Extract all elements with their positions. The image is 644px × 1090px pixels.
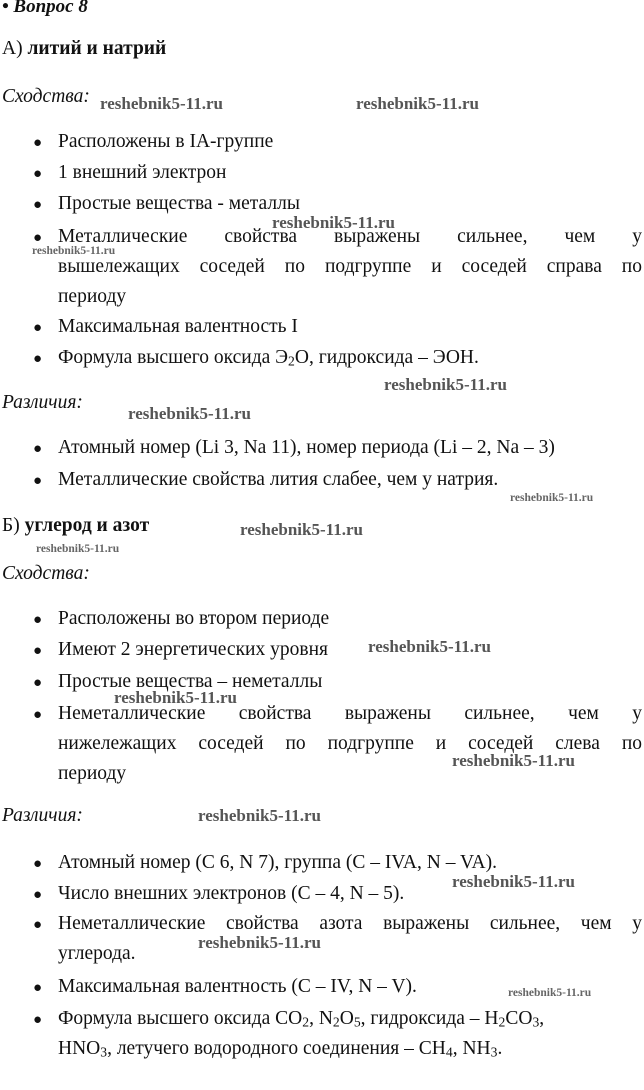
question-title: • Вопрос 8 <box>2 0 88 17</box>
watermark: reshebnik5-11.ru <box>452 872 575 891</box>
list-item: Простые вещества – неметаллы <box>58 671 323 692</box>
bullet-icon: ● <box>33 643 43 659</box>
watermark: reshebnik5-11.ru <box>240 520 363 539</box>
list-item: Максимальная валентность (С – IV, N – V). <box>58 976 417 997</box>
list-item: Расположены в IA-группе <box>58 131 274 152</box>
watermark: reshebnik5-11.ru <box>452 751 575 770</box>
watermark: reshebnik5-11.ru <box>198 933 321 952</box>
bullet-icon: ● <box>33 707 43 723</box>
differences-label-b: Различия: <box>2 805 83 826</box>
bullet-icon: ● <box>33 917 43 933</box>
watermark: reshebnik5-11.ru <box>198 806 321 825</box>
bullet-icon: ● <box>33 230 43 246</box>
watermark: reshebnik5-11.ru <box>368 637 491 656</box>
bullet-icon: ● <box>33 887 43 903</box>
bullet-icon: ● <box>33 473 43 489</box>
watermark: reshebnik5-11.ru <box>508 987 592 999</box>
section-b-heading: Б) углерод и азот <box>2 515 150 536</box>
list-item-continuation: углерода. <box>58 943 136 964</box>
list-item-continuation: $НNО_3$, летучего водородного соединения – $СН_4$, $NН_3$. <box>58 1038 503 1060</box>
list-item: Атомный номер (Li 3, Na 11), номер периода (Li – 2, Na – 3) <box>58 437 555 458</box>
list-item: 1 внешний электрон <box>58 162 227 183</box>
list-item: Простые вещества - металлы <box>58 193 300 214</box>
list-item: Неметаллические свойства азота выражены сильнее, чем у <box>58 913 642 934</box>
list-item-continuation: вышележащих соседей по подгруппе и соседей справа по <box>58 256 642 277</box>
watermark: reshebnik5-11.ru <box>128 404 251 423</box>
watermark: reshebnik5-11.ru <box>36 543 120 555</box>
watermark: reshebnik5-11.ru <box>100 94 223 113</box>
bullet-icon: ● <box>33 320 43 336</box>
bullet-icon: ● <box>33 166 43 182</box>
similarities-label-a: Сходства: <box>2 86 90 107</box>
bullet-icon: ● <box>33 675 43 691</box>
bullet-icon: ● <box>33 980 43 996</box>
list-item: Имеют 2 энергетических уровня <box>58 639 328 660</box>
bullet-icon: ● <box>33 1012 43 1028</box>
list-item: Металлические свойства выражены сильнее, чем у <box>58 226 642 247</box>
list-item-continuation: нижележащих соседей по подгруппе и соседей слева по <box>58 733 642 754</box>
list-item-continuation: периоду <box>58 286 127 307</box>
bullet-icon: ● <box>33 856 43 872</box>
list-item: Формула высшего оксида $Э_2О$, гидроксида – ЭОН. <box>58 347 479 369</box>
bullet-icon: ● <box>33 441 43 457</box>
bullet-icon: ● <box>33 197 43 213</box>
watermark: reshebnik5-11.ru <box>32 245 116 257</box>
bullet-icon: ● <box>33 612 43 628</box>
list-item: Формула высшего оксида $СО_2$, $N_2О_5$, гидроксида – $Н_2СО_3$, <box>58 1008 545 1030</box>
list-item: Число внешних электронов (С – 4, N – 5). <box>58 883 405 904</box>
similarities-label-b: Сходства: <box>2 563 90 584</box>
list-item: Расположены во втором периоде <box>58 608 330 629</box>
watermark: reshebnik5-11.ru <box>272 213 395 232</box>
list-item: Максимальная валентность I <box>58 316 298 337</box>
watermark: reshebnik5-11.ru <box>510 492 594 504</box>
list-item: Неметаллические свойства выражены сильнее, чем у <box>58 703 642 724</box>
watermark: reshebnik5-11.ru <box>356 94 479 113</box>
watermark: reshebnik5-11.ru <box>384 375 507 394</box>
list-item: Металлические свойства лития слабее, чем у натрия. <box>58 469 499 490</box>
list-item: Атомный номер (С 6, N 7), группа (С – IVA, N – VA). <box>58 852 497 873</box>
section-a-heading: А) литий и натрий <box>2 38 167 59</box>
list-item-continuation: периоду <box>58 763 127 784</box>
bullet-icon: ● <box>33 135 43 151</box>
watermark: reshebnik5-11.ru <box>114 688 237 707</box>
bullet-icon: ● <box>33 351 43 367</box>
differences-label-a: Различия: <box>2 392 83 413</box>
